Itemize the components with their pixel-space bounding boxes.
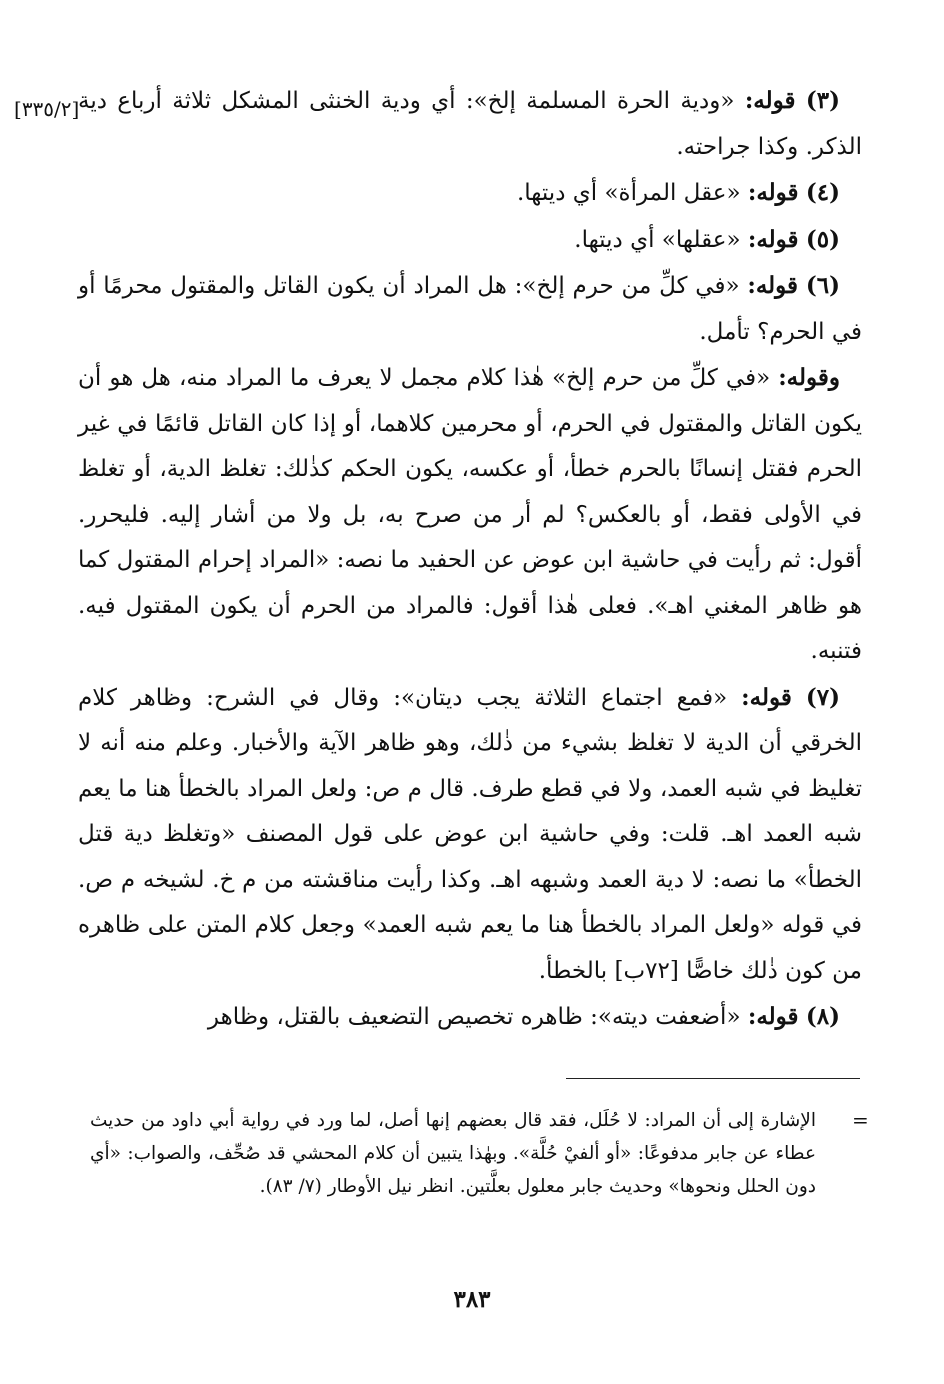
- paragraph-3: [78, 78, 862, 170]
- paragraph-7: [78, 675, 862, 995]
- paragraph-text: «في كلِّ من حرم إلخ»: هل المراد أن يكون القاتل والمقتول محرمًا أو في الحرم؟ تأمل.: [78, 273, 862, 345]
- paragraph-keyword: قوله:: [741, 683, 792, 711]
- paragraph-8: [78, 994, 862, 1041]
- paragraph-4: [78, 170, 862, 217]
- paragraph-5: [78, 217, 862, 264]
- paragraph-text: «في كلِّ من حرم إلخ» هٰذا كلام مجمل لا يعرف ما المراد منه، هل هو أن يكون القاتل والمقتول في الحرم، أو محرمين كلاهما، أو إذا كان القاتل قائمًا في غير الحرم فقتل إنسانًا بالحرم خطأ، أو عكسه، يكون الحكم كذٰلك: تغلظ الدية، أو تغلظ في الأولى فقط، أو بالعكس؟ لم أر من صرح به، بل ولا من أشار إليه. فليحرر. أقول: ثم رأيت في حاشية ابن عوض عن الحفيد ما نصه: «المراد إحرام المقتول كما هو ظاهر المغني اهـ». فعلى هٰذا أقول: فالمراد من الحرم أن يكون المقتول فيه. فتنبه.: [78, 365, 862, 664]
- paragraph-keyword: قوله:: [747, 225, 799, 253]
- main-text: [78, 78, 862, 1041]
- paragraph-number: (٨): [805, 1003, 840, 1030]
- paragraph-number: (٥): [805, 225, 840, 253]
- paragraph-text: «ودية الحرة المسلمة إلخ»: أي ودية الخنثى المشكل ثلاثة أرباع دية الذكر. وكذا جراحته.: [78, 88, 862, 160]
- paragraph-number: (٤): [805, 179, 840, 206]
- paragraph-text: «عقل المرأة» أي ديتها.: [516, 180, 748, 206]
- paragraph-number: (٧): [805, 683, 841, 711]
- paragraph-number: (٦): [805, 272, 840, 299]
- paragraph-keyword: قوله:: [747, 272, 799, 299]
- paragraph-keyword: قوله:: [747, 1003, 799, 1030]
- paragraph-keyword: قوله:: [747, 179, 799, 206]
- paragraph-keyword: قوله:: [744, 87, 796, 114]
- paragraph-text: «أضعفت ديته»: ظاهره تخصيص التضعيف بالقتل، وظاهر: [207, 1004, 748, 1030]
- paragraph-text: «عقلها» أي ديتها.: [574, 226, 748, 253]
- margin-reference: [٣٣٥/٢]: [14, 97, 80, 121]
- footnote-continuation-marker: =: [852, 1108, 869, 1132]
- paragraph-number: (٣): [805, 87, 840, 114]
- paragraph-6-continued: [78, 355, 862, 675]
- footnote-divider: [566, 1078, 860, 1079]
- paragraph-6: [78, 263, 862, 355]
- footnote-text: الإشارة إلى أن المراد: لا حُلَل، فقد قال بعضهم إنها أصل، لما ورد في رواية أبي داود من حديث عطاء عن جابر مدفوعًا: «أو ألفيْ حُلَّة». وبهٰذا يتبين أن كلام المحشي قد صُحِّف، والصواب: «أي دون الحلل ونحوها» وحديث جابر معلول بعلَّتين. انظر نيل الأوطار (٧/ ٨٣).: [90, 1110, 816, 1197]
- paragraph-keyword: وقوله:: [778, 364, 840, 391]
- page-number: ٣٨٣: [453, 1286, 491, 1313]
- paragraph-text: «فمع اجتماع الثلاثة يجب ديتان»: وقال في الشرح: وظاهر كلام الخرقي أن الدية لا تغلظ بشيء من ذٰلك، وهو ظاهر الآية والأخبار. وعلم منه أنه لا تغليظ في شبه العمد، ولا في قطع طرف. قال م ص: ولعل المراد بالخطأ هنا ما يعم شبه العمد اهـ. قلت: وفي حاشية ابن عوض على قول المصنف «وتغلظ دية قتل الخطأ» ما نصه: لا دية العمد وشبهه اهـ. وكذا رأيت مناقشته من م خ. لشيخه م ص. في قوله «ولعل المراد بالخطأ هنا ما يعم شبه العمد» وجعل كلام المتن على ظاهره من كون ذٰلك خاصًّا [٧٢ب] بالخطأ.: [78, 684, 862, 984]
